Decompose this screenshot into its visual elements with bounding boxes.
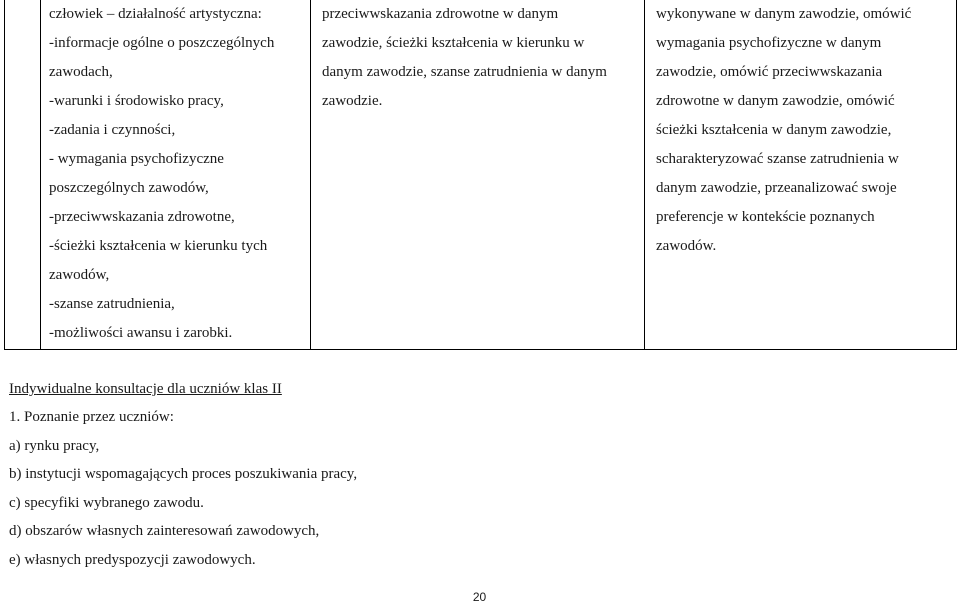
cell-line: -przeciwwskazania zdrowotne, bbox=[49, 209, 235, 225]
list-item: a) rynku pracy, bbox=[9, 437, 100, 454]
section-heading: Indywidualne konsultacje dla uczniów klas II bbox=[9, 381, 282, 397]
cell-line: człowiek – działalność artystyczna: bbox=[49, 6, 262, 22]
cell-line: poszczególnych zawodów, bbox=[49, 180, 209, 196]
cell-line: zawodzie, ścieżki kształcenia w kierunku w bbox=[322, 35, 585, 51]
list-item: d) obszarów własnych zainteresowań zawodowych, bbox=[9, 523, 320, 539]
cell-line: wykonywane w danym zawodzie, omówić bbox=[656, 6, 912, 22]
table-border-inner-3 bbox=[644, 0, 645, 350]
table-border-inner-1 bbox=[40, 0, 41, 350]
cell-line: zdrowotne w danym zawodzie, omówić bbox=[656, 93, 895, 109]
cell-line: preferencje w kontekście poznanych bbox=[656, 209, 875, 225]
cell-line: -warunki i środowisko pracy, bbox=[49, 93, 224, 109]
cell-line: scharakteryzować szanse zatrudnienia w bbox=[656, 151, 899, 167]
table-cell-scope bbox=[322, 0, 607, 116]
list-item: b) instytucji wspomagających proces poszukiwania pracy, bbox=[9, 466, 358, 482]
consultation-section bbox=[9, 375, 357, 574]
cell-line: ścieżki kształcenia w danym zawodzie, bbox=[656, 122, 892, 138]
content-table bbox=[4, 0, 957, 350]
table-cell-topics bbox=[49, 0, 274, 348]
cell-line: zawodach, bbox=[49, 64, 113, 80]
page-number: 20 bbox=[472, 590, 487, 604]
table-border-right bbox=[956, 0, 957, 350]
cell-line: -zadania i czynności, bbox=[49, 122, 176, 138]
cell-line: wymagania psychofizyczne w danym bbox=[656, 35, 882, 51]
table-border-bottom bbox=[4, 349, 957, 350]
table-cell-outcomes bbox=[656, 0, 911, 261]
cell-line: -możliwości awansu i zarobki. bbox=[49, 325, 233, 341]
cell-line: danym zawodzie, szanse zatrudnienia w danym bbox=[322, 64, 607, 80]
cell-line: przeciwwskazania zdrowotne w danym bbox=[322, 6, 559, 22]
cell-line: zawodów. bbox=[656, 238, 717, 254]
table-border-left bbox=[4, 0, 5, 350]
cell-line: zawodów, bbox=[49, 267, 110, 283]
list-item: c) specyfiki wybranego zawodu. bbox=[9, 494, 204, 511]
cell-line: -szanse zatrudnienia, bbox=[49, 296, 175, 312]
cell-line: danym zawodzie, przeanalizować swoje bbox=[656, 180, 897, 196]
cell-line: -ścieżki kształcenia w kierunku tych bbox=[49, 238, 268, 254]
cell-line: - wymagania psychofizyczne bbox=[49, 151, 224, 167]
cell-line: -informacje ogólne o poszczególnych bbox=[49, 35, 275, 51]
list-item: 1. Poznanie przez uczniów: bbox=[9, 409, 174, 425]
cell-line: zawodzie, omówić przeciwwskazania bbox=[656, 64, 883, 80]
table-border-inner-2 bbox=[310, 0, 311, 350]
cell-line: zawodzie. bbox=[322, 93, 383, 109]
list-item: e) własnych predyspozycji zawodowych. bbox=[9, 551, 256, 568]
